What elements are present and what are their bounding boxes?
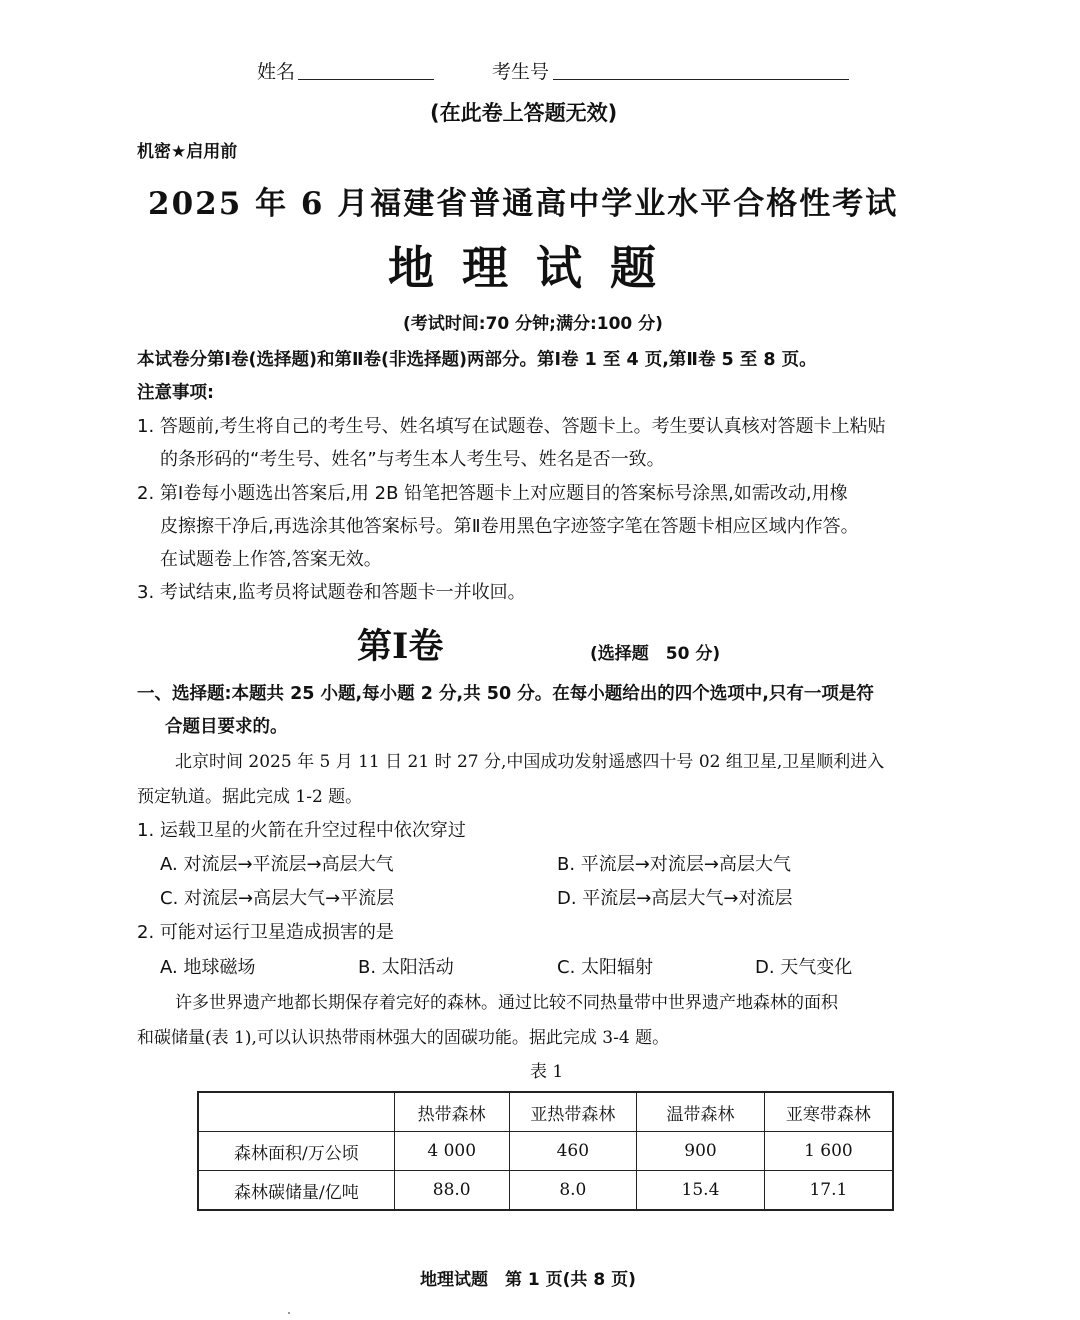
subject-title: 地 理 试 题 — [388, 241, 663, 295]
passage-1-line-1: 北京时间 2025 年 5 月 11 日 21 时 27 分,中国成功发射遥感四十号 02 组卫星,卫星顺利进入 — [175, 752, 885, 772]
question-2-option-a: A. 地球磁场 — [160, 957, 256, 978]
table-row — [198, 1132, 893, 1171]
notice-item-2-line-1: 2. 第Ⅰ卷每小题选出答案后,用 2B 铅笔把答题卡上对应题目的答案标号涂黑,如需改动,用橡 — [137, 483, 848, 504]
question-2-stem: 2. 可能对运行卫星造成损害的是 — [137, 922, 394, 943]
page-footer: 地理试题 第 1 页(共 8 页) — [420, 1270, 636, 1290]
table-cell: 460 — [509, 1132, 637, 1171]
notice-item-1-line-1: 1. 答题前,考生将自己的考生号、姓名填写在试题卷、答题卡上。考生要认真核对答题卡上粘贴 — [137, 416, 886, 437]
question-2-option-d: D. 天气变化 — [755, 957, 853, 978]
passage-1-line-2: 预定轨道。据此完成 1-2 题。 — [137, 787, 363, 807]
table-header-cell: 亚寒带森林 — [764, 1092, 893, 1132]
exam-number-label: 考生号 — [492, 61, 550, 83]
exam-title: 2025 年 6 月福建省普通高中学业水平合格性考试 — [148, 186, 899, 222]
table-cell: 88.0 — [394, 1171, 509, 1211]
choice-instruction-line-1: 一、选择题:本题共 25 小题,每小题 2 分,共 50 分。在每小题给出的四个选项中,只有一项是符 — [137, 684, 874, 704]
table-cell: 8.0 — [509, 1171, 637, 1211]
passage-2-line-2: 和碳储量(表 1),可以认识热带雨林强大的固碳功能。据此完成 3-4 题。 — [137, 1028, 670, 1048]
table-caption: 表 1 — [530, 1062, 564, 1082]
table-row — [198, 1171, 893, 1211]
table-cell: 900 — [637, 1132, 765, 1171]
question-2-option-c: C. 太阳辐射 — [557, 957, 654, 978]
table-header-cell — [198, 1092, 394, 1132]
table-cell: 15.4 — [637, 1171, 765, 1211]
table-header-row — [198, 1092, 893, 1132]
exam-number-blank-line — [553, 79, 849, 80]
table-row-label: 森林面积/万公顷 — [198, 1132, 394, 1171]
table-cell: 17.1 — [764, 1171, 893, 1211]
table-row-label: 森林碳储量/亿吨 — [198, 1171, 394, 1211]
notice-item-2-line-3: 在试题卷上作答,答案无效。 — [160, 549, 382, 570]
question-1-option-c: C. 对流层→高层大气→平流层 — [160, 888, 395, 909]
table-cell: 1 600 — [764, 1132, 893, 1171]
notice-item-3: 3. 考试结束,监考员将试题卷和答题卡一并收回。 — [137, 582, 526, 603]
name-blank-line — [298, 79, 434, 80]
table-header-cell: 亚热带森林 — [509, 1092, 637, 1132]
passage-2-line-1: 许多世界遗产地都长期保存着完好的森林。通过比较不同热量带中世界遗产地森林的面积 — [175, 993, 838, 1013]
question-2-option-b: B. 太阳活动 — [358, 957, 454, 978]
question-1-stem: 1. 运载卫星的火箭在升空过程中依次穿过 — [137, 820, 466, 841]
data-table — [197, 1091, 894, 1211]
scan-speck — [288, 1312, 290, 1314]
paper-intro: 本试卷分第Ⅰ卷(选择题)和第Ⅱ卷(非选择题)两部分。第Ⅰ卷 1 至 4 页,第Ⅱ卷 5 至 8 页。 — [137, 350, 817, 370]
name-label: 姓名 — [257, 61, 296, 83]
question-1-option-d: D. 平流层→高层大气→对流层 — [557, 888, 793, 909]
notice-item-2-line-2: 皮擦擦干净后,再选涂其他答案标号。第Ⅱ卷用黑色字迹签字笔在答题卡相应区域内作答。 — [160, 516, 859, 537]
secret-mark: 机密★启用前 — [137, 142, 238, 162]
invalid-note: (在此卷上答题无效) — [430, 101, 618, 125]
notice-heading: 注意事项: — [137, 383, 214, 403]
table-cell: 4 000 — [394, 1132, 509, 1171]
question-1-option-a: A. 对流层→平流层→高层大气 — [160, 854, 394, 875]
section-title: 第Ⅰ卷 — [357, 626, 444, 667]
table-header-cell: 热带森林 — [394, 1092, 509, 1132]
exam-time-info: (考试时间:70 分钟;满分:100 分) — [403, 314, 663, 334]
table-header-cell: 温带森林 — [637, 1092, 765, 1132]
question-1-option-b: B. 平流层→对流层→高层大气 — [557, 854, 791, 875]
notice-item-1-line-2: 的条形码的“考生号、姓名”与考生本人考生号、姓名是否一致。 — [160, 449, 665, 470]
choice-instruction-line-2: 合题目要求的。 — [165, 717, 288, 737]
section-subtitle: (选择题 50 分) — [590, 644, 721, 664]
